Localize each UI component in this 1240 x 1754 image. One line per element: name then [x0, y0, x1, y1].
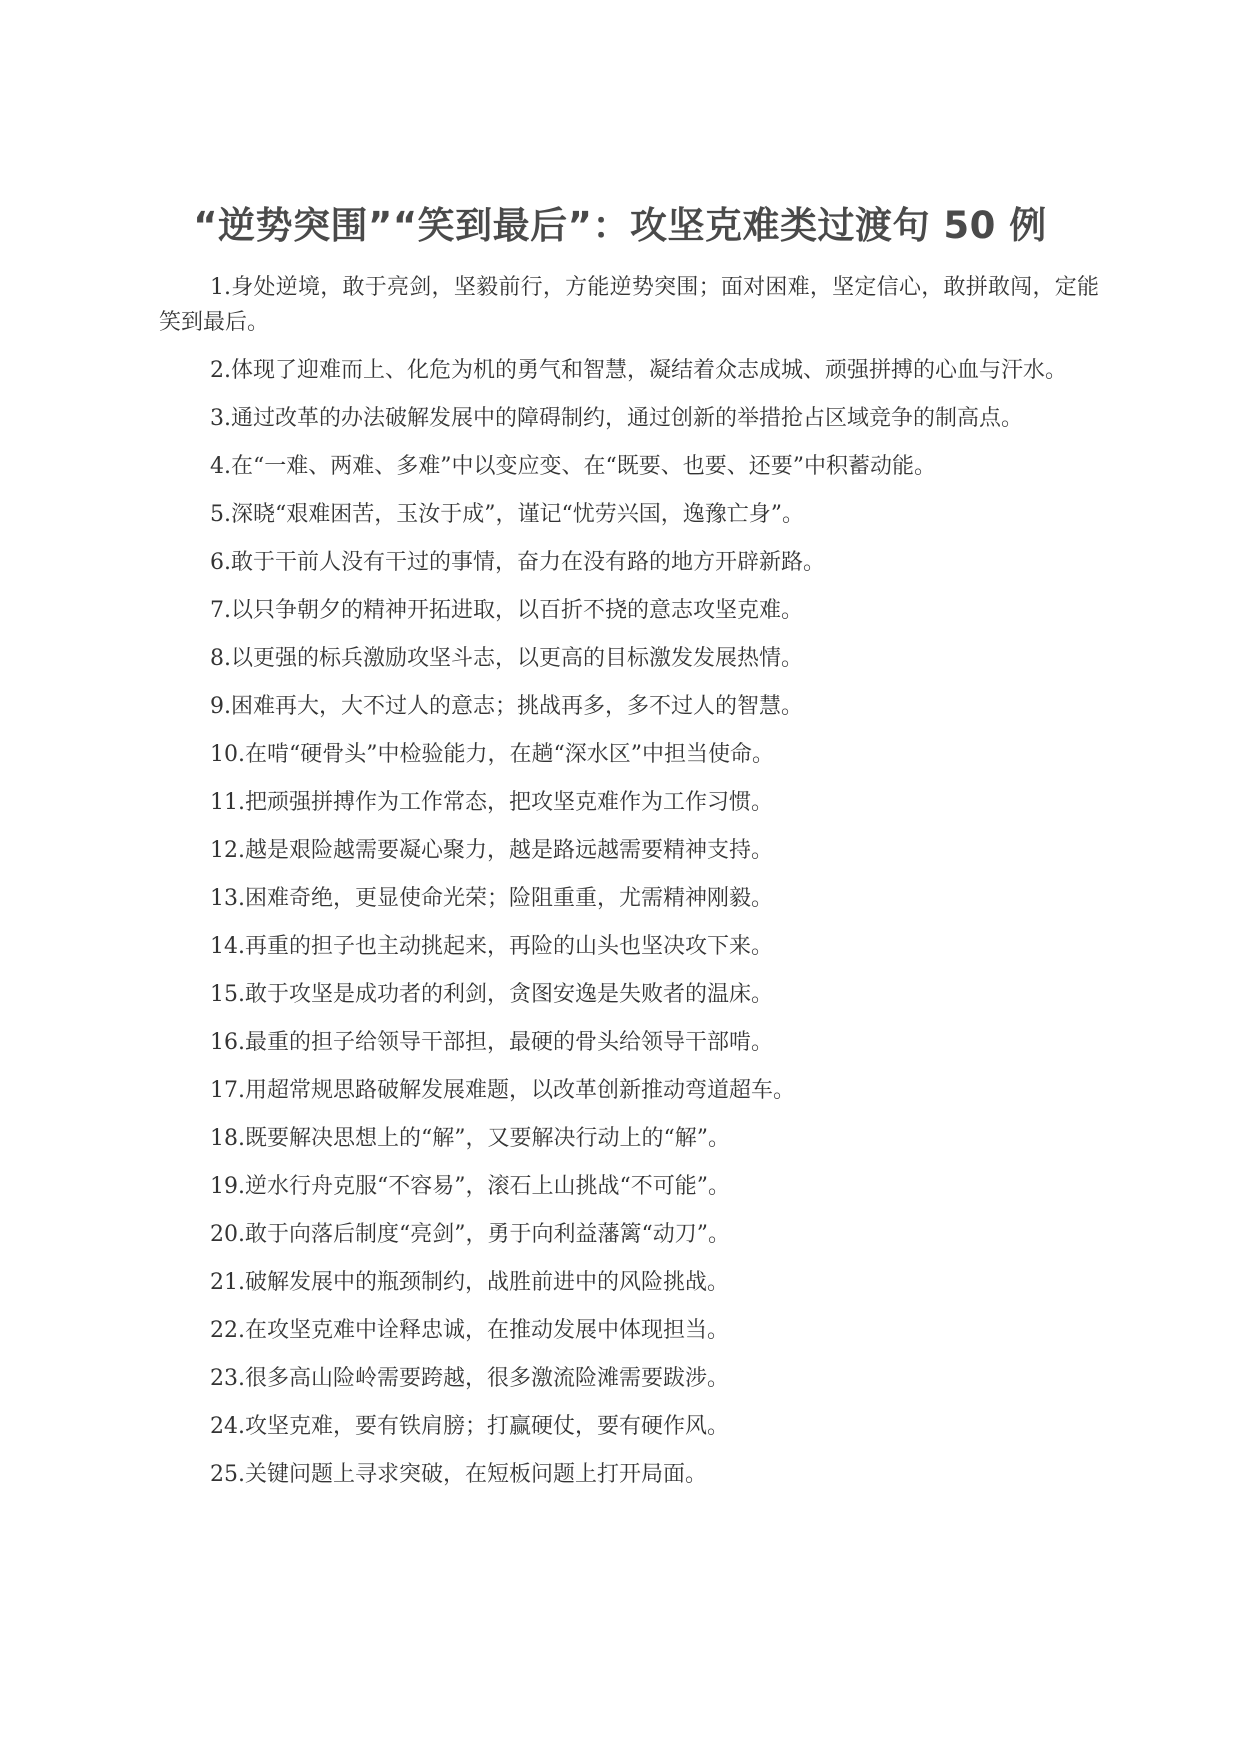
item-text: 破解发展中的瓶颈制约，战胜前进中的风险挑战。	[245, 1270, 730, 1295]
item-number: 11.	[210, 790, 245, 815]
item-text: 最重的担子给领导干部担，最硬的骨头给领导干部啃。	[245, 1030, 774, 1055]
item-text: 在攻坚克难中诠释忠诚，在推动发展中体现担当。	[245, 1318, 730, 1343]
list-item	[159, 1265, 1099, 1300]
list-item	[159, 545, 1099, 580]
item-text: 再重的担子也主动挑起来，再险的山头也坚决攻下来。	[245, 934, 774, 959]
item-text: 身处逆境，敢于亮剑，坚毅前行，方能逆势突围；面对困难，坚定信心，敢拼敢闯，定能笑到最后。	[159, 275, 1099, 335]
item-number: 15.	[210, 982, 245, 1007]
list-item	[159, 641, 1099, 676]
item-text: 关键问题上寻求突破，在短板问题上打开局面。	[245, 1462, 708, 1487]
list-item	[159, 353, 1099, 388]
item-text: 敢于攻坚是成功者的利剑，贪图安逸是失败者的温床。	[245, 982, 774, 1007]
item-text: 深晓“艰难困苦，玉汝于成”，谨记“忧劳兴国，逸豫亡身”。	[231, 502, 804, 527]
item-number: 3.	[210, 406, 231, 431]
item-text: 逆水行舟克服“不容易”，滚石上山挑战“不可能”。	[245, 1174, 730, 1199]
item-number: 24.	[210, 1414, 245, 1439]
item-text: 把顽强拼搏作为工作常态，把攻坚克难作为工作习惯。	[245, 790, 774, 815]
list-item	[159, 881, 1099, 916]
document-title: “逆势突围”“笑到最后”：攻坚克难类过渡句 50 例	[193, 204, 1047, 247]
item-text: 困难奇绝，更显使命光荣；险阻重重，尤需精神刚毅。	[245, 886, 774, 911]
item-text: 既要解决思想上的“解”，又要解决行动上的“解”。	[245, 1126, 730, 1151]
item-number: 6.	[210, 550, 231, 575]
item-number: 13.	[210, 886, 245, 911]
item-number: 25.	[210, 1462, 245, 1487]
list-item	[159, 593, 1099, 628]
list-item	[159, 1313, 1099, 1348]
list-item	[159, 1457, 1099, 1492]
item-number: 22.	[210, 1318, 245, 1343]
item-number: 10.	[210, 742, 245, 767]
item-number: 18.	[210, 1126, 245, 1151]
item-number: 21.	[210, 1270, 245, 1295]
item-number: 7.	[210, 598, 231, 623]
list-item	[159, 1217, 1099, 1252]
list-item	[159, 401, 1099, 436]
list-item	[159, 1121, 1099, 1156]
item-number: 9.	[210, 694, 231, 719]
item-text: 困难再大，大不过人的意志；挑战再多，多不过人的智慧。	[231, 694, 804, 719]
item-number: 23.	[210, 1366, 245, 1391]
list-item	[159, 270, 1099, 340]
item-text: 通过改革的办法破解发展中的障碍制约，通过创新的举措抢占区域竞争的制高点。	[231, 406, 1024, 431]
list-item	[159, 1361, 1099, 1396]
item-number: 20.	[210, 1222, 245, 1247]
list-item	[159, 689, 1099, 724]
item-number: 16.	[210, 1030, 245, 1055]
item-text: 攻坚克难，要有铁肩膀；打赢硬仗，要有硬作风。	[245, 1414, 730, 1439]
item-text: 以更强的标兵激励攻坚斗志，以更高的目标激发发展热情。	[231, 646, 804, 671]
item-number: 19.	[210, 1174, 245, 1199]
item-number: 1.	[210, 275, 231, 300]
item-text: 越是艰险越需要凝心聚力，越是路远越需要精神支持。	[245, 838, 774, 863]
list-item	[159, 929, 1099, 964]
item-text: 用超常规思路破解发展难题，以改革创新推动弯道超车。	[245, 1078, 796, 1103]
item-text: 很多高山险岭需要跨越，很多激流险滩需要跋涉。	[245, 1366, 730, 1391]
list-item	[159, 1025, 1099, 1060]
item-text: 以只争朝夕的精神开拓进取，以百折不挠的意志攻坚克难。	[231, 598, 804, 623]
list-item	[159, 1169, 1099, 1204]
list-item	[159, 977, 1099, 1012]
list-item	[159, 497, 1099, 532]
list-item	[159, 1409, 1099, 1444]
item-number: 14.	[210, 934, 245, 959]
item-text: 体现了迎难而上、化危为机的勇气和智慧，凝结着众志成城、顽强拼搏的心血与汗水。	[231, 358, 1068, 383]
item-number: 5.	[210, 502, 231, 527]
item-text: 在“一难、两难、多难”中以变应变、在“既要、也要、还要”中积蓄动能。	[231, 454, 936, 479]
item-number: 12.	[210, 838, 245, 863]
document-body	[159, 270, 1099, 1505]
list-item	[159, 449, 1099, 484]
item-number: 8.	[210, 646, 231, 671]
item-number: 17.	[210, 1078, 245, 1103]
list-item	[159, 785, 1099, 820]
list-item	[159, 833, 1099, 868]
item-number: 4.	[210, 454, 231, 479]
list-item	[159, 1073, 1099, 1108]
item-number: 2.	[210, 358, 231, 383]
item-text: 在啃“硬骨头”中检验能力，在趟“深水区”中担当使命。	[245, 742, 774, 767]
list-item	[159, 737, 1099, 772]
item-text: 敢于干前人没有干过的事情，奋力在没有路的地方开辟新路。	[231, 550, 826, 575]
item-text: 敢于向落后制度“亮剑”，勇于向利益藩篱“动刀”。	[245, 1222, 730, 1247]
